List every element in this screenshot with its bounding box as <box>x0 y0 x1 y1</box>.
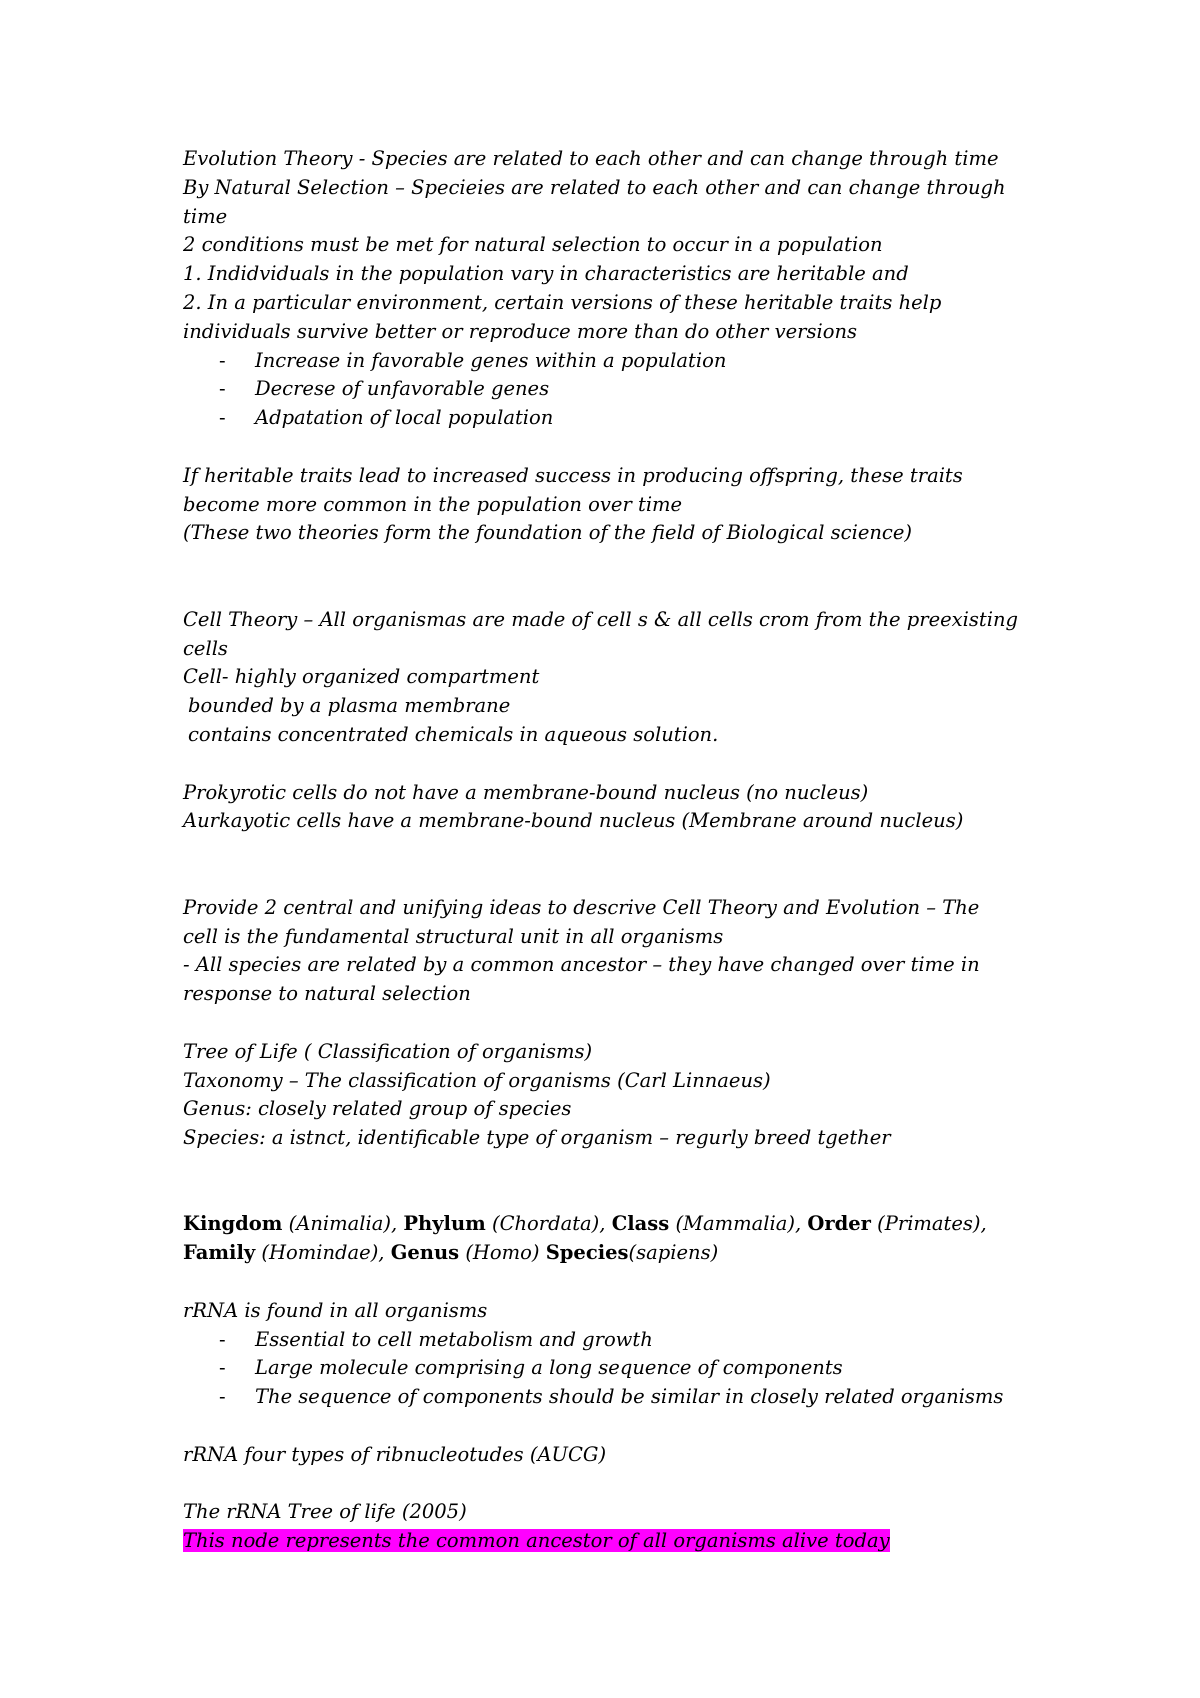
dash-bullet: - <box>219 1356 226 1380</box>
unifying-ideas-line: Provide 2 central and unifying ideas to descrive Cell Theory and Evolution – The <box>183 895 980 919</box>
dash-bullet: - <box>219 348 226 372</box>
condition-two-line-cont: individuals survive better or reproduce more than do other versions <box>183 319 858 343</box>
list-item: - The sequence of components should be similar in closely related organisms <box>183 1383 1063 1412</box>
rank-family-example: (Homindae), <box>261 1241 385 1265</box>
taxonomy-line: Taxonomy – The classification of organisms (Carl Linnaeus) <box>183 1068 771 1092</box>
species-definition-line: Species: a istnct, identificable type of organism – regurly breed tgether <box>183 1126 891 1150</box>
dash-bullet: - <box>219 377 226 401</box>
rrna-tree-title: The rRNA Tree of life (2005) <box>183 1500 467 1524</box>
list-item: - Decrese of unfavorable genes <box>183 375 1063 404</box>
common-ancestor-line: - All species are related by a common ancestor – they have changed over time in <box>183 953 980 977</box>
spacer <box>183 577 1063 606</box>
rrna-found-line: rRNA is found in all organisms <box>183 1298 488 1322</box>
natural-selection-line-cont: time <box>183 204 228 228</box>
dash-bullet: - <box>219 1327 226 1351</box>
eukaryotic-line: Aurkayotic cells have a membrane-bound nucleus (Membrane around nucleus) <box>183 809 964 833</box>
rank-genus: Genus <box>390 1241 460 1265</box>
spacer <box>183 1412 1063 1441</box>
conditions-line: 2 conditions must be met for natural selection to occur in a population <box>183 233 883 257</box>
list-item: - Adpatation of local population <box>183 404 1063 433</box>
chemicals-line: contains concentrated chemicals in aqueous solution. <box>188 722 719 746</box>
condition-two-line: 2. In a particular environment, certain versions of these heritable traits help <box>183 290 942 314</box>
unifying-ideas-line-cont: cell is the fundamental structural unit in all organisms <box>183 924 724 948</box>
dash-bullet: - <box>219 1385 226 1409</box>
spacer <box>183 1182 1063 1211</box>
rank-order-example: (Primates), <box>877 1212 987 1236</box>
prokaryotic-line: Prokyrotic cells do not have a membrane-bound nucleus (no nucleus) <box>183 780 869 804</box>
highlighted-text: This node represents the common ancestor of all organisms alive today <box>183 1529 890 1553</box>
heritable-line-cont: become more common in the population over time <box>183 492 683 516</box>
plasma-membrane-line: bounded by a plasma membrane <box>188 694 511 718</box>
rank-species-example: (sapiens) <box>628 1241 719 1265</box>
cell-theory-line: Cell Theory – All organismas are made of cell s & all cells crom from the preexisting <box>183 607 1019 631</box>
rank-phylum: Phylum <box>403 1212 486 1236</box>
rank-class: Class <box>611 1212 670 1236</box>
list-item: - Essential to cell metabolism and growth <box>183 1326 1063 1355</box>
rank-kingdom-example: (Animalia), <box>288 1212 398 1236</box>
genus-definition-line: Genus: closely related group of species <box>183 1097 572 1121</box>
heritable-line: If heritable traits lead to increased success in producing offspring, these traits <box>183 463 963 487</box>
rank-class-example: (Mammalia), <box>675 1212 802 1236</box>
document-body <box>183 145 1063 1556</box>
dash-bullet: - <box>219 406 226 430</box>
rank-phylum-example: (Chordata), <box>491 1212 606 1236</box>
common-ancestor-line-cont: response to natural selection <box>183 982 471 1006</box>
theories-foundation-line: (These two theories form the foundation of the field of Biological science) <box>183 521 912 545</box>
spacer <box>183 1470 1063 1499</box>
spacer <box>183 548 1063 577</box>
rank-genus-example: (Homo) <box>465 1241 540 1265</box>
rank-species: Species <box>545 1241 629 1265</box>
spacer <box>183 750 1063 779</box>
spacer <box>183 433 1063 462</box>
rrna-bullet-list <box>183 1326 1063 1412</box>
cell-definition-line: Cell- highly organized compartment <box>183 665 540 689</box>
spacer <box>183 1009 1063 1038</box>
list-item: - Increase in favorable genes within a population <box>183 347 1063 376</box>
evolution-bullet-list <box>183 347 1063 433</box>
spacer <box>183 865 1063 894</box>
highlighted-line <box>183 1527 1063 1556</box>
spacer <box>183 1268 1063 1297</box>
rank-kingdom: Kingdom <box>183 1212 283 1236</box>
condition-one-line: 1. Indidviduals in the population vary in characteristics are heritable and <box>183 262 909 286</box>
list-item: - Large molecule comprising a long sequence of components <box>183 1354 1063 1383</box>
natural-selection-line: By Natural Selection – Specieies are related to each other and can change through <box>183 175 1006 199</box>
cell-theory-line-cont: cells <box>183 636 228 660</box>
rrna-types-line: rRNA four types of ribnucleotudes (AUCG) <box>183 1442 607 1466</box>
evolution-theory-line: Evolution Theory - Species are related to each other and can change through time <box>183 147 999 170</box>
rank-order: Order <box>807 1212 871 1236</box>
spacer <box>183 836 1063 865</box>
rank-family: Family <box>183 1241 256 1265</box>
tree-of-life-line: Tree of Life ( Classification of organisms) <box>183 1039 593 1063</box>
taxonomy-ranks-paragraph <box>183 1210 1013 1268</box>
spacer <box>183 1153 1063 1182</box>
